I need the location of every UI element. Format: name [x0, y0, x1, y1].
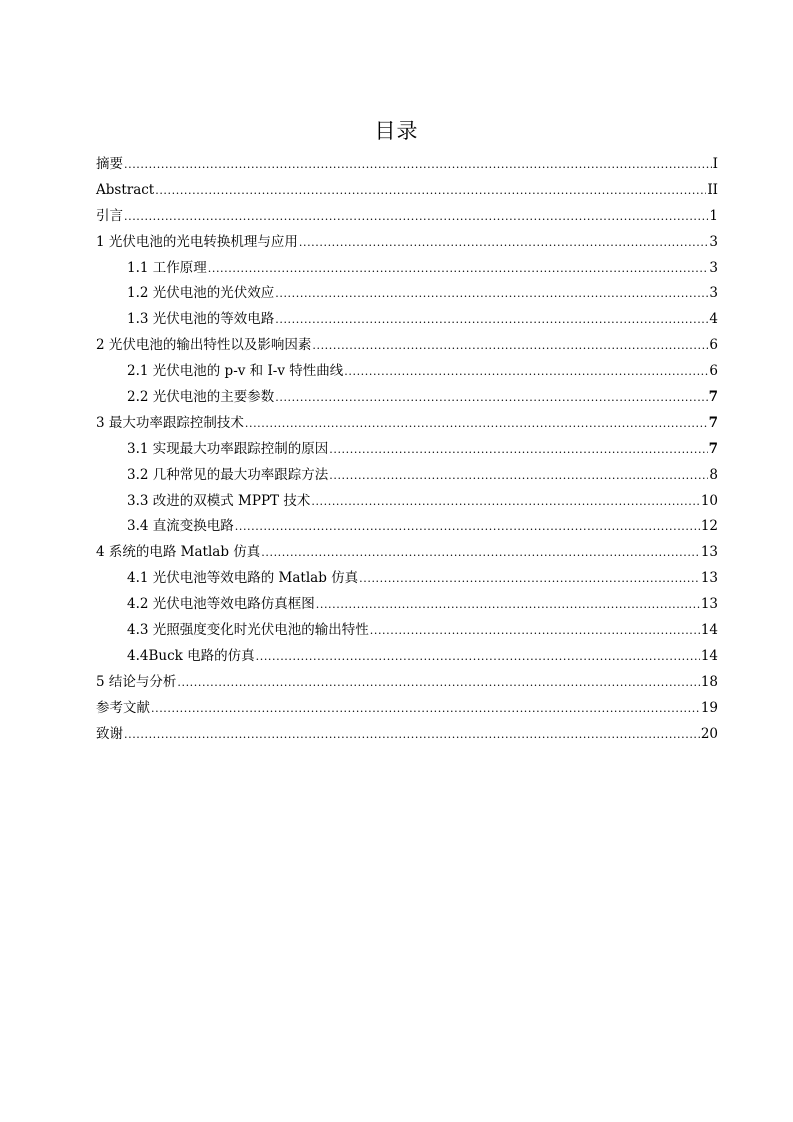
toc-dot-leader [344, 359, 708, 385]
toc-entry[interactable] [96, 230, 718, 256]
toc-entry[interactable] [96, 333, 718, 359]
toc-dot-leader [311, 489, 699, 515]
toc-entry-page-number: 7 [708, 414, 718, 431]
toc-dot-leader [275, 281, 708, 307]
toc-dot-leader [245, 411, 708, 437]
toc-entry[interactable] [96, 411, 718, 437]
toc-entry[interactable] [96, 204, 718, 230]
toc-entry[interactable] [96, 540, 718, 566]
toc-entry-label: 2.1 光伏电池的 p-v 和 I-v 特性曲线 [127, 363, 344, 380]
toc-entry-label: 3.1 实现最大功率跟踪控制的原因 [127, 440, 329, 457]
toc-entry-page-number: 19 [700, 699, 718, 716]
toc-entry-page-number: 13 [700, 596, 718, 613]
toc-entry[interactable] [96, 281, 718, 307]
toc-entry[interactable] [96, 592, 718, 618]
toc-entry-page-number: 3 [709, 233, 718, 250]
toc-entry-page-number: 14 [700, 647, 718, 664]
toc-entry-label: 1 光伏电池的光电转换机理与应用 [96, 233, 298, 250]
toc-dot-leader [275, 307, 708, 333]
toc-dot-leader [208, 256, 709, 282]
toc-entry-label: 4 系统的电路 Matlab 仿真 [96, 544, 261, 561]
toc-entry-page-number: 1 [709, 207, 718, 224]
toc-entry[interactable] [96, 256, 718, 282]
toc-entry-label: 3.3 改进的双模式 MPPT 技术 [127, 492, 311, 509]
toc-dot-leader [312, 333, 708, 359]
toc-dot-leader [329, 463, 708, 489]
toc-entry[interactable] [96, 618, 718, 644]
toc-entry[interactable] [96, 514, 718, 540]
toc-entry-label: 3.4 直流变换电路 [127, 518, 234, 535]
toc-entry-label: 摘要 [96, 156, 123, 172]
toc-entry[interactable] [96, 359, 718, 385]
toc-dot-leader [235, 514, 700, 540]
toc-entry[interactable] [96, 152, 718, 178]
toc-entry[interactable] [96, 644, 718, 670]
toc-entry-label: 2 光伏电池的输出特性以及影响因素 [96, 337, 312, 354]
toc-entry-page-number: 13 [700, 570, 718, 587]
toc-entry[interactable] [96, 696, 718, 722]
toc-entry-label: Abstract [96, 181, 155, 198]
toc-entry-page-number: 12 [700, 518, 718, 535]
toc-dot-leader [124, 722, 700, 748]
toc-entry-page-number: 3 [709, 259, 718, 276]
toc-entry[interactable] [96, 385, 718, 411]
toc-entry[interactable] [96, 566, 718, 592]
toc-entry-page-number: 18 [700, 673, 718, 690]
toc-entry-label: 4.3 光照强度变化时光伏电池的输出特性 [127, 622, 369, 639]
toc-entry-page-number: 8 [709, 466, 718, 483]
toc-entry[interactable] [96, 307, 718, 333]
toc-entry-label: 1.1 工作原理 [127, 259, 207, 276]
toc-dot-leader [299, 230, 709, 256]
toc-entry-label: 4.4Buck 电路的仿真 [127, 647, 255, 664]
toc-entry-page-number: 4 [709, 311, 718, 328]
toc-dot-leader [124, 152, 712, 178]
toc-dot-leader [256, 644, 700, 670]
toc-dot-leader [359, 566, 700, 592]
toc-entry[interactable] [96, 437, 718, 463]
toc-entry-label: 4.2 光伏电池等效电路仿真框图 [127, 596, 315, 613]
toc-dot-leader [370, 618, 700, 644]
toc-entry-label: 1.2 光伏电池的光伏效应 [127, 285, 275, 302]
toc-entry-page-number: 14 [700, 622, 718, 639]
toc-entry[interactable] [96, 463, 718, 489]
toc-entry-label: 参考文献 [96, 699, 150, 716]
toc-entry[interactable] [96, 722, 718, 748]
toc-entry-page-number: 3 [709, 285, 718, 302]
toc-dot-leader [155, 178, 706, 204]
toc-entry-label: 引言 [96, 207, 123, 224]
toc-list [96, 152, 718, 747]
toc-entry-page-number: I [712, 156, 718, 172]
toc-entry-label: 1.3 光伏电池的等效电路 [127, 311, 275, 328]
toc-entry-page-number: 7 [708, 389, 718, 406]
toc-dot-leader [275, 385, 707, 411]
toc-entry-page-number: 7 [708, 440, 718, 457]
toc-entry-page-number: 6 [709, 337, 718, 354]
toc-entry-label: 2.2 光伏电池的主要参数 [127, 389, 275, 406]
toc-entry-page-number: 13 [700, 544, 718, 561]
toc-entry[interactable] [96, 178, 718, 204]
toc-entry-label: 3.2 几种常见的最大功率跟踪方法 [127, 466, 329, 483]
toc-entry-label: 3 最大功率跟踪控制技术 [96, 414, 244, 431]
toc-entry-label: 5 结论与分析 [96, 673, 177, 690]
toc-entry-page-number: 10 [700, 492, 718, 509]
toc-dot-leader [329, 437, 707, 463]
toc-dot-leader [177, 670, 699, 696]
toc-dot-leader [124, 204, 708, 230]
toc-entry-label: 4.1 光伏电池等效电路的 Matlab 仿真 [127, 570, 359, 587]
toc-entry[interactable] [96, 670, 718, 696]
toc-entry[interactable] [96, 489, 718, 515]
toc-dot-leader [151, 696, 700, 722]
toc-title: 目录 [374, 119, 419, 143]
toc-entry-page-number: 20 [700, 725, 718, 742]
toc-entry-page-number: II [707, 181, 718, 198]
toc-dot-leader [316, 592, 700, 618]
toc-entry-page-number: 6 [709, 363, 718, 380]
toc-entry-label: 致谢 [96, 725, 123, 742]
toc-dot-leader [261, 540, 700, 566]
